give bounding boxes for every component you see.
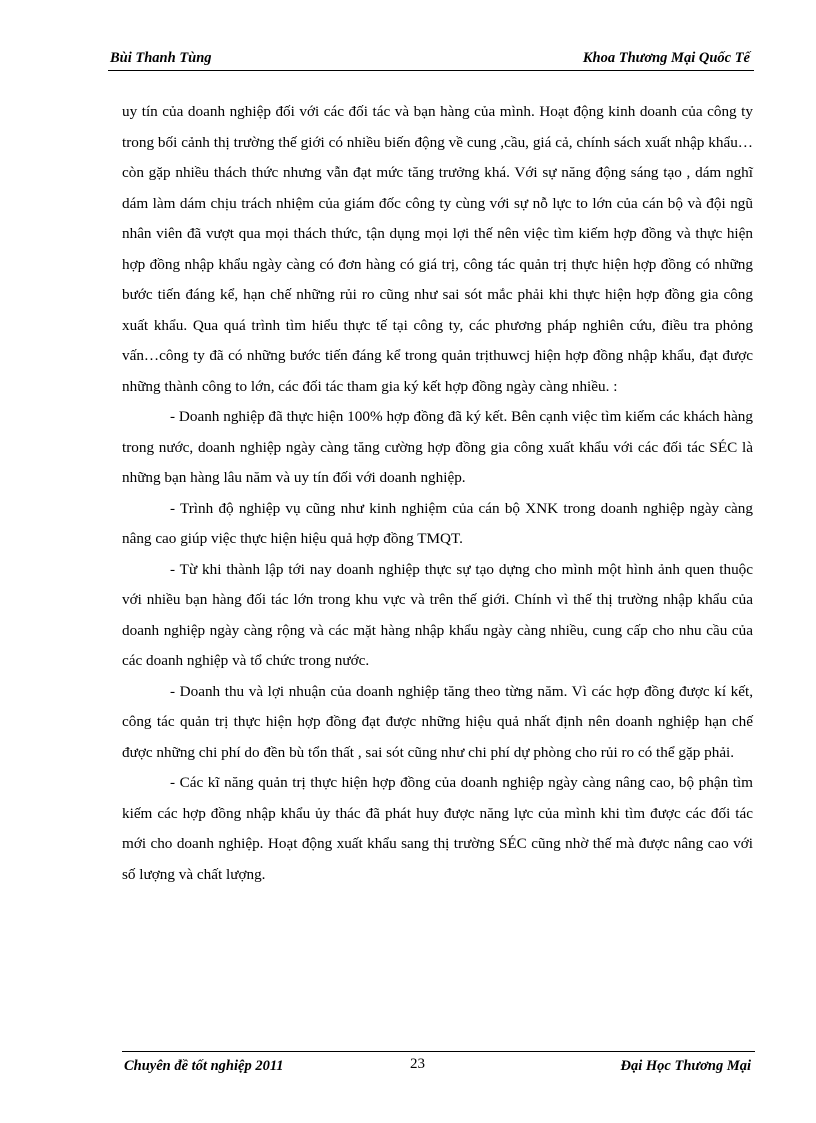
footer-title: Chuyên đề tốt nghiệp 2011 xyxy=(124,1058,284,1074)
header-author: Bùi Thanh Tùng xyxy=(110,50,212,66)
intro-paragraph: uy tín của doanh nghiệp đối với các đối tác và bạn hàng của mình. Hoạt động kinh doanh của công ty trong bối cảnh thị trường thế giới có nhiều biến động về cung ,cầu, giá cả, chính sách xuất nhập khẩu…còn gặp nhiều thách thức nhưng vẫn đạt mức tăng trưởng khá. Với sự năng động sáng tạo , dám nghĩ dám làm dám chịu trách nhiệm của giám đốc công ty cùng với sự nỗ lực to lớn của cán bộ và đội ngũ nhân viên đã vượt qua mọi thách thức, tận dụng mọi lợi thế nên việc tìm kiếm hợp đồng và thực hiện hợp đồng nhập khẩu ngày càng có đơn hàng có giá trị, công tác quản trị thực hiện hợp đồng có những bước tiến đáng kể, hạn chế những rủi ro cũng như sai sót mắc phải khi thực hiện hợp đồng gia công xuất khẩu. Qua quá trình tìm hiểu thực tế tại công ty, các phương pháp nghiên cứu, điều tra phỏng vấn…công ty đã có những bước tiến đáng kể trong quản trịthuwcj hiện hợp đồng nhập khẩu, đạt được những thành công to lớn, các đối tác tham gia ký kết hợp đồng ngày càng nhiều. : xyxy=(122,103,753,395)
header-faculty: Khoa Thương Mại Quốc Tế xyxy=(582,50,750,66)
page-footer xyxy=(122,1051,755,1080)
point-paragraph: - Các kĩ năng quản trị thực hiện hợp đồng của doanh nghiệp ngày càng nâng cao, bộ phận tìm kiếm các hợp đồng nhập khẩu ủy thác đã phát huy được năng lực của mình khi tìm được các đối tác mới cho doanh nghiệp. Hoạt động xuất khẩu sang thị trường SÉC cũng nhờ thế mà được nâng cao với số lượng và chất lượng. xyxy=(122,774,753,883)
point-paragraph: - Doanh thu và lợi nhuận của doanh nghiệp tăng theo từng năm. Vì các hợp đồng được kí kết, công tác quản trị thực hiện hợp đồng đạt được những hiệu quả nhất định nên doanh nghiệp hạn chế được những chi phí do đền bù tổn thất , sai sót cũng như chi phí dự phòng cho rủi ro có thể gặp phải. xyxy=(122,682,753,761)
point-paragraph: - Doanh nghiệp đã thực hiện 100% hợp đồng đã ký kết. Bên cạnh việc tìm kiếm các khách hàng trong nước, doanh nghiệp ngày càng tăng cường hợp đồng gia công xuất khẩu với các đối tác SÉC là những bạn hàng lâu năm và uy tín đối với doanh nghiệp. xyxy=(122,408,753,486)
main-content xyxy=(122,97,753,890)
page-number: 23 xyxy=(410,1056,425,1072)
page-header xyxy=(108,48,754,71)
point-paragraph: - Từ khi thành lập tới nay doanh nghiệp thực sự tạo dựng cho mình một hình ảnh quen thuộc với nhiều bạn hàng đối tác lớn trong khu vực và trên thế giới. Chính vì thế thị trường nhập khẩu của doanh nghiệp ngày càng rộng và các mặt hàng nhập khẩu ngày càng nhiều, cung cấp cho nhu cầu của các doanh nghiệp và tổ chức trong nước. xyxy=(122,560,753,669)
point-paragraph: - Trình độ nghiệp vụ cũng như kinh nghiệm của cán bộ XNK trong doanh nghiệp ngày càng nâng cao giúp việc thực hiện hiệu quả hợp đồng TMQT. xyxy=(122,499,753,547)
footer-university: Đại Học Thương Mại xyxy=(620,1058,751,1074)
